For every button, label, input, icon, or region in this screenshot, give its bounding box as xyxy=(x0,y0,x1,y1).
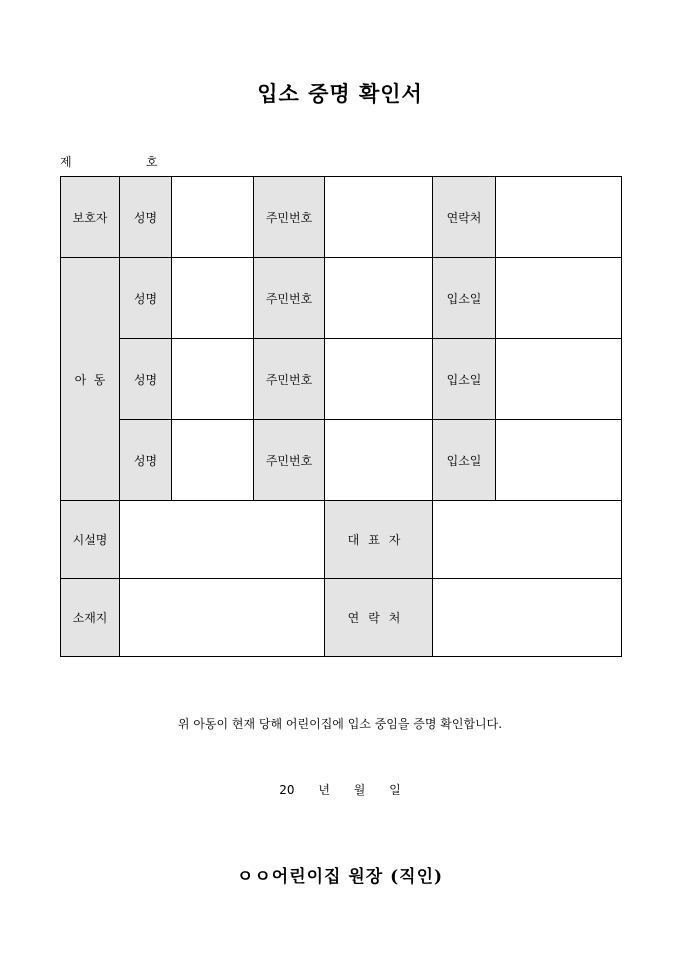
child-id-label: 주민번호 xyxy=(254,420,325,501)
facility-address-label: 소재지 xyxy=(61,579,120,657)
document-number-suffix: 호 xyxy=(146,155,158,169)
facility-address-row xyxy=(61,579,622,657)
guardian-row xyxy=(61,177,622,258)
child-row xyxy=(61,258,622,339)
guardian-id-field[interactable] xyxy=(325,177,433,258)
child-row xyxy=(61,420,622,501)
director-signature: ㅇㅇ어린이집 원장 (직인) xyxy=(236,867,444,887)
date-day-label: 일 xyxy=(389,783,401,797)
child-admission-date-field[interactable] xyxy=(496,420,622,501)
child-id-label: 주민번호 xyxy=(254,258,325,339)
child-name-label: 성명 xyxy=(120,258,172,339)
child-name-field[interactable] xyxy=(172,339,254,420)
child-admission-date-field[interactable] xyxy=(496,258,622,339)
child-name-label: 성명 xyxy=(120,339,172,420)
representative-field[interactable] xyxy=(433,501,622,579)
representative-label: 대표자 xyxy=(325,501,433,579)
date-year-label: 년 xyxy=(318,783,330,797)
certification-statement: 위 아동이 현재 당해 어린이집에 입소 중임을 증명 확인합니다. xyxy=(177,717,503,731)
facility-name-field[interactable] xyxy=(120,501,325,579)
child-admission-date-field[interactable] xyxy=(496,339,622,420)
issue-date xyxy=(0,781,680,798)
guardian-id-label: 주민번호 xyxy=(254,177,325,258)
child-name-field[interactable] xyxy=(172,420,254,501)
child-row xyxy=(61,339,622,420)
facility-contact-field[interactable] xyxy=(433,579,622,657)
guardian-contact-label: 연락처 xyxy=(433,177,496,258)
date-year-prefix: 20 xyxy=(279,783,295,797)
child-name-field[interactable] xyxy=(172,258,254,339)
facility-contact-label: 연락처 xyxy=(325,579,433,657)
guardian-section-label: 보호자 xyxy=(61,177,120,258)
child-admission-date-label: 입소일 xyxy=(433,339,496,420)
facility-name-label: 시설명 xyxy=(61,501,120,579)
document-number xyxy=(60,153,158,170)
document-number-prefix: 제 xyxy=(60,155,72,169)
document-title: 입소 중명 확인서 xyxy=(257,81,423,106)
child-section-label: 아 동 xyxy=(61,258,120,501)
child-id-field[interactable] xyxy=(325,258,433,339)
guardian-contact-field[interactable] xyxy=(496,177,622,258)
child-id-field[interactable] xyxy=(325,420,433,501)
certificate-form-table xyxy=(60,176,622,657)
facility-address-field[interactable] xyxy=(120,579,325,657)
child-admission-date-label: 입소일 xyxy=(433,420,496,501)
guardian-name-label: 성명 xyxy=(120,177,172,258)
child-name-label: 성명 xyxy=(120,420,172,501)
facility-name-row xyxy=(61,501,622,579)
guardian-name-field[interactable] xyxy=(172,177,254,258)
child-id-label: 주민번호 xyxy=(254,339,325,420)
date-month-label: 월 xyxy=(353,783,366,797)
child-id-field[interactable] xyxy=(325,339,433,420)
child-admission-date-label: 입소일 xyxy=(433,258,496,339)
